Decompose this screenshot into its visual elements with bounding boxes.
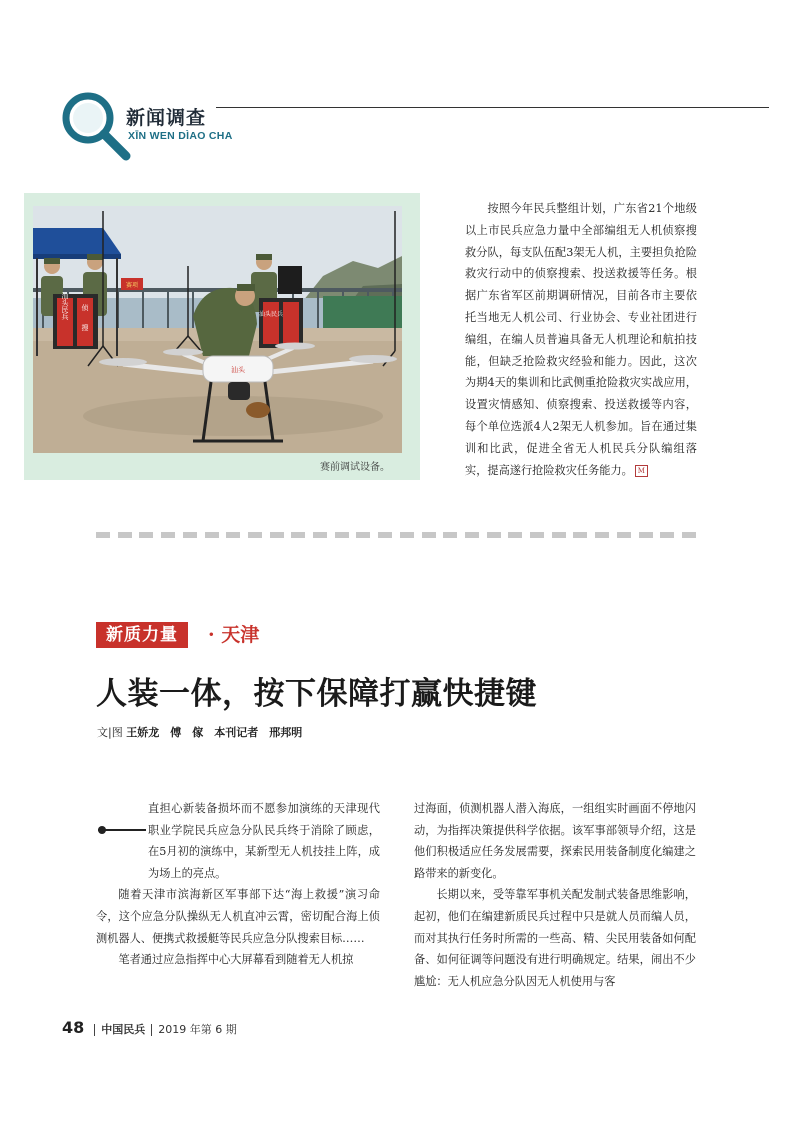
drone-label: 汕头 [231,366,245,374]
magnifier-icon [58,88,134,164]
byline [97,724,302,740]
sign-right-text: 汕头民兵 [258,311,284,318]
issue-label: 2019 年第 6 期 [158,1023,237,1036]
section-tag-city: · 天津 [208,624,260,646]
body-paragraph: 过海面，侦测机器人潜入海底，一组组实时画面不停地闪动，为指挥决策提供科学依据。该军事部领导介绍，这是他们积极适应任务发展需要，探索民用装备制度化编建之路带来的新变化。 [414,802,696,880]
end-mark-icon: M [635,465,648,477]
section-pinyin: XĪN WEN DÌAO CHA [128,130,233,142]
article-headline: 人装一体，按下保障打赢快捷键 [96,676,537,712]
drone-training-photo [33,206,402,453]
top-article-paragraph: 按照今年民兵整组计划，广东省21个地级以上市民兵应急力量中全部编组无人机侦察搜救分队，每支队伍配3架无人机，主要担负抢险救灾行动中的侦察搜索、投送救援等任务。根据广东省军区前期调研情况，目前各市主要依托当地无人机公司、行业协会、专业社团进行编组，在编人员普遍具备无人机理论和航拍技能，但缺乏抢险救灾经验和能力。因此，这次为期4天的集训和比武侧重抢险救灾实战应用，设置灾情感知、侦察搜索、投送救援等内容，每个单位选派4人2架无人机参加。旨在通过集训和比武，促进全省无人机民兵分队编组落实，提高遂行抢险救灾任务能力。 M [465,202,697,477]
dashed-divider [96,532,696,540]
section-title: 新闻调查 [126,107,207,129]
body-column-left [96,798,380,971]
header-rule [216,107,769,108]
sign-left-text-3: 搜 [81,324,89,332]
photo-caption: 赛前调试设备。 [320,462,390,473]
sign-left-text: 汕头民兵 [61,292,69,320]
body-paragraph: 长期以来，受等靠军事机关配发制式装备思维影响，起初，他们在编建新质民兵过程中只是就人员而编人员，而对其执行任务时所需的一些高、精、尖民用装备如何配备、如何征调等问题没有进行明确规定。结果，闹出不少尴尬：无人机应急分队因无人机使用与客 [414,888,696,988]
byline-names: 王娇龙 傅 傢 本刊记者 邢邦明 [126,726,303,739]
section-tag: 新质力量 [96,622,188,648]
body-paragraph: 直担心新装备损坏而不愿参加演练的天津现代职业学院民兵应急分队民兵终于消除了顾虑，在5月初的演练中，某新型无人机技挂上阵，成为场上的亮点。 [148,802,380,880]
byline-lead: 文|图 [97,726,123,739]
body-paragraph: 随着天津市滨海新区军事部下达“海上救援”演习命令，这个应急分队操纵无人机直冲云霄，密切配合海上侦测机器人、便携式救援艇等民兵应急分队搜索目标…… [96,888,380,945]
body-paragraph: 笔者通过应急指挥中心大屏幕看到随着无人机掠 [118,953,354,967]
body-column-right [414,798,696,992]
magazine-name: 中国民兵 [101,1023,146,1036]
page-footer [62,1018,237,1037]
sign-left-text-2: 侦 [81,304,89,312]
sign-small-text: 赛项 [125,282,139,289]
page-number: 48 [62,1018,85,1037]
